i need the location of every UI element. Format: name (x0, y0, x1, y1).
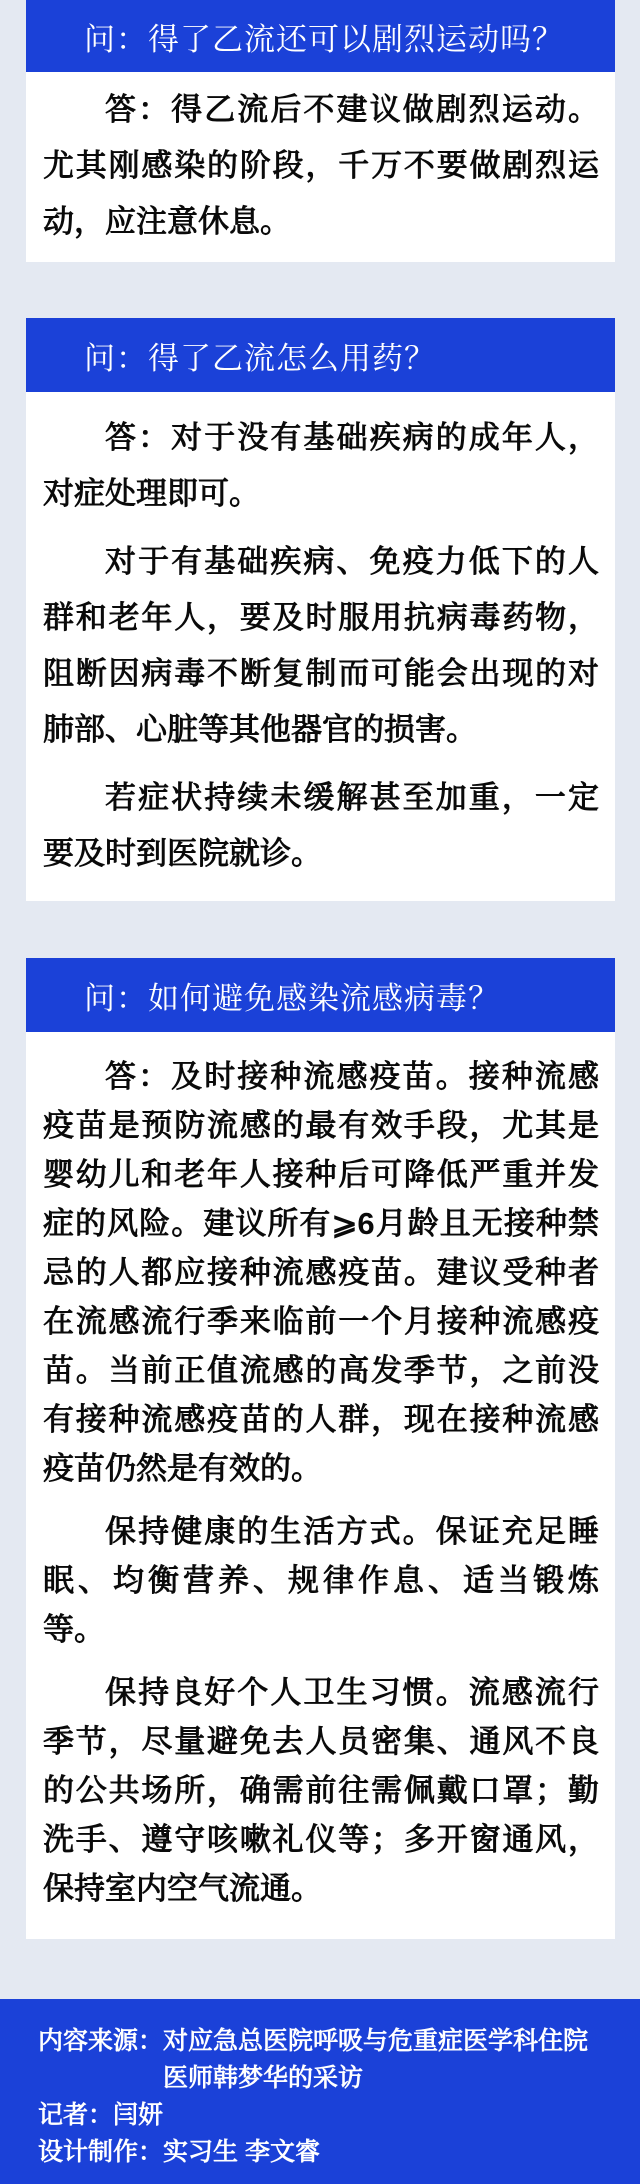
content-source-label: 内容来源： (38, 2027, 164, 2055)
answer-paragraph: 答：及时接种流感疫苗。接种流感疫苗是预防流感的最有效手段，尤其是婴幼儿和老年人接种后可降低严重并发症的风险。建议所有⩾6月龄且无接种禁忌的人都应接种流感疫苗。建议受种者在流感流行季来临前一个月接种流感疫苗。当前正值流感的高发季节，之前没有接种流感疫苗的人群，现在接种流感疫苗仍然是有效的。 (43, 1059, 599, 1486)
question-banner-3 (26, 958, 615, 1032)
answer-paragraph: 保持健康的生活方式。保证充足睡眠、均衡营养、规律作息、适当锻炼等。 (43, 1514, 599, 1647)
question-banner-1 (26, 0, 615, 72)
answer-paragraph: 保持良好个人卫生习惯。流感流行季节，尽量避免去人员密集、通风不良的公共场所，确需前往需佩戴口罩；勤洗手、遵守咳嗽礼仪等；多开窗通风，保持室内空气流通。 (43, 1675, 599, 1906)
answer-section-2 (26, 392, 615, 901)
answer-paragraph: 若症状持续未缓解甚至加重，一定要及时到医院就诊。 (43, 780, 599, 871)
answer-paragraph: 对于有基础疾病、免疫力低下的人群和老年人，要及时服用抗病毒药物，阻断因病毒不断复制而可能会出现的对肺部、心脏等其他器官的损害。 (43, 544, 599, 747)
answer-paragraph: 答：对于没有基础疾病的成年人，对症处理即可。 (43, 420, 599, 511)
content-source-value: 对应急总医院呼吸与危重症医学科住院医师韩梦华的采访 (163, 2027, 589, 2092)
question-text-2: 问：得了乙流怎么用药？ (84, 340, 436, 377)
designer-credit: 设计制作：实习生 李文睿 (38, 2138, 320, 2166)
answer-paragraph: 答：得乙流后不建议做剧烈运动。尤其刚感染的阶段，千万不要做剧烈运动，应注意休息。 (43, 92, 599, 239)
question-banner-2 (26, 318, 615, 392)
credits-footer (0, 1999, 640, 2184)
answer-section-3 (26, 1032, 615, 1939)
content-source-row (38, 2023, 610, 2097)
reporter-credit: 记者：闫妍 (38, 2101, 164, 2129)
qa-card-2 (26, 318, 615, 901)
question-text-3: 问：如何避免感染流感病毒？ (84, 980, 500, 1017)
answer-section-1 (26, 72, 615, 262)
qa-card-3 (26, 958, 615, 1939)
question-text-1: 问：得了乙流还可以剧烈运动吗？ (84, 21, 564, 58)
qa-card-1 (26, 0, 615, 262)
